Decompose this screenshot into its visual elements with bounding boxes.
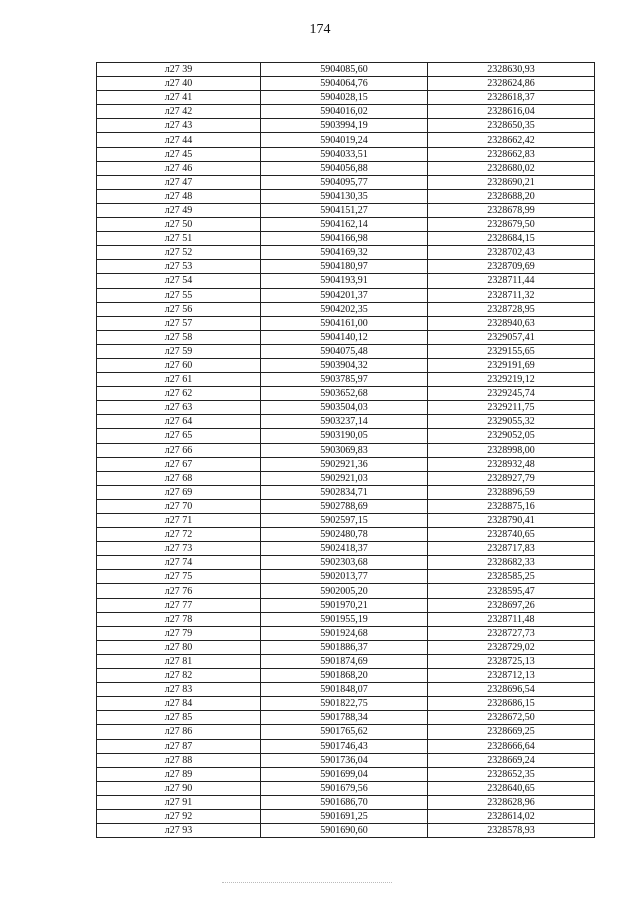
y-coordinate-cell: 2328682,33	[428, 556, 595, 570]
point-id-cell: л27 67	[97, 457, 261, 471]
point-id-cell: л27 54	[97, 274, 261, 288]
point-id-cell: л27 89	[97, 767, 261, 781]
table-row	[97, 330, 595, 344]
y-coordinate-cell: 2328940,63	[428, 316, 595, 330]
x-coordinate-cell: 5904028,15	[261, 91, 428, 105]
point-id-cell: л27 70	[97, 499, 261, 513]
table-row	[97, 218, 595, 232]
point-id-cell: л27 59	[97, 344, 261, 358]
y-coordinate-cell: 2328702,43	[428, 246, 595, 260]
table-row	[97, 795, 595, 809]
table-row	[97, 77, 595, 91]
x-coordinate-cell: 5901679,56	[261, 781, 428, 795]
point-id-cell: л27 71	[97, 514, 261, 528]
y-coordinate-cell: 2328717,83	[428, 542, 595, 556]
table-row	[97, 753, 595, 767]
point-id-cell: л27 44	[97, 133, 261, 147]
table-row	[97, 711, 595, 725]
table-row	[97, 344, 595, 358]
y-coordinate-cell: 2328998,00	[428, 443, 595, 457]
table-row	[97, 809, 595, 823]
x-coordinate-cell: 5901955,19	[261, 612, 428, 626]
x-coordinate-cell: 5901746,43	[261, 739, 428, 753]
table-row	[97, 626, 595, 640]
point-id-cell: л27 68	[97, 471, 261, 485]
x-coordinate-cell: 5902303,68	[261, 556, 428, 570]
y-coordinate-cell: 2328711,48	[428, 612, 595, 626]
x-coordinate-cell: 5904033,51	[261, 147, 428, 161]
y-coordinate-cell: 2328678,99	[428, 203, 595, 217]
y-coordinate-cell: 2328790,41	[428, 514, 595, 528]
table-row	[97, 429, 595, 443]
y-coordinate-cell: 2328669,24	[428, 753, 595, 767]
x-coordinate-cell: 5901822,75	[261, 697, 428, 711]
point-id-cell: л27 62	[97, 387, 261, 401]
point-id-cell: л27 74	[97, 556, 261, 570]
y-coordinate-cell: 2328662,83	[428, 147, 595, 161]
x-coordinate-cell: 5904202,35	[261, 302, 428, 316]
table-row	[97, 119, 595, 133]
point-id-cell: л27 82	[97, 669, 261, 683]
point-id-cell: л27 46	[97, 161, 261, 175]
point-id-cell: л27 66	[97, 443, 261, 457]
point-id-cell: л27 56	[97, 302, 261, 316]
table-row	[97, 598, 595, 612]
y-coordinate-cell: 2328696,54	[428, 683, 595, 697]
point-id-cell: л27 80	[97, 640, 261, 654]
x-coordinate-cell: 5903652,68	[261, 387, 428, 401]
point-id-cell: л27 50	[97, 218, 261, 232]
y-coordinate-cell: 2328725,13	[428, 654, 595, 668]
point-id-cell: л27 58	[97, 330, 261, 344]
y-coordinate-cell: 2328896,59	[428, 485, 595, 499]
y-coordinate-cell: 2328709,69	[428, 260, 595, 274]
x-coordinate-cell: 5903237,14	[261, 415, 428, 429]
y-coordinate-cell: 2328618,37	[428, 91, 595, 105]
table-row	[97, 514, 595, 528]
point-id-cell: л27 49	[97, 203, 261, 217]
table-row	[97, 373, 595, 387]
point-id-cell: л27 51	[97, 232, 261, 246]
y-coordinate-cell: 2328669,25	[428, 725, 595, 739]
y-coordinate-cell: 2329155,65	[428, 344, 595, 358]
x-coordinate-cell: 5904151,27	[261, 203, 428, 217]
point-id-cell: л27 75	[97, 570, 261, 584]
x-coordinate-cell: 5901874,69	[261, 654, 428, 668]
x-coordinate-cell: 5904056,88	[261, 161, 428, 175]
x-coordinate-cell: 5901868,20	[261, 669, 428, 683]
x-coordinate-cell: 5902480,78	[261, 528, 428, 542]
point-id-cell: л27 61	[97, 373, 261, 387]
x-coordinate-cell: 5902921,36	[261, 457, 428, 471]
point-id-cell: л27 47	[97, 175, 261, 189]
x-coordinate-cell: 5902921,03	[261, 471, 428, 485]
x-coordinate-cell: 5903190,05	[261, 429, 428, 443]
y-coordinate-cell: 2328578,93	[428, 824, 595, 838]
point-id-cell: л27 60	[97, 358, 261, 372]
point-id-cell: л27 93	[97, 824, 261, 838]
x-coordinate-cell: 5901686,70	[261, 795, 428, 809]
y-coordinate-cell: 2328585,25	[428, 570, 595, 584]
y-coordinate-cell: 2329055,32	[428, 415, 595, 429]
table-row	[97, 499, 595, 513]
table-row	[97, 640, 595, 654]
y-coordinate-cell: 2329245,74	[428, 387, 595, 401]
x-coordinate-cell: 5903504,03	[261, 401, 428, 415]
point-id-cell: л27 78	[97, 612, 261, 626]
table-row	[97, 288, 595, 302]
page-number: 174	[309, 22, 331, 37]
table-row	[97, 189, 595, 203]
table-row	[97, 542, 595, 556]
x-coordinate-cell: 5904193,91	[261, 274, 428, 288]
point-id-cell: л27 72	[97, 528, 261, 542]
y-coordinate-cell: 2328662,42	[428, 133, 595, 147]
y-coordinate-cell: 2328875,16	[428, 499, 595, 513]
y-coordinate-cell: 2328630,93	[428, 63, 595, 77]
table-row	[97, 274, 595, 288]
table-row	[97, 358, 595, 372]
table-row	[97, 147, 595, 161]
y-coordinate-cell: 2328628,96	[428, 795, 595, 809]
coordinates-table	[96, 62, 595, 838]
y-coordinate-cell: 2328652,35	[428, 767, 595, 781]
table-row	[97, 612, 595, 626]
x-coordinate-cell: 5904169,32	[261, 246, 428, 260]
point-id-cell: л27 87	[97, 739, 261, 753]
table-row	[97, 401, 595, 415]
point-id-cell: л27 63	[97, 401, 261, 415]
point-id-cell: л27 52	[97, 246, 261, 260]
point-id-cell: л27 41	[97, 91, 261, 105]
point-id-cell: л27 40	[97, 77, 261, 91]
y-coordinate-cell: 2328640,65	[428, 781, 595, 795]
point-id-cell: л27 91	[97, 795, 261, 809]
table-row	[97, 471, 595, 485]
y-coordinate-cell: 2328666,64	[428, 739, 595, 753]
table-row	[97, 387, 595, 401]
y-coordinate-cell: 2328729,02	[428, 640, 595, 654]
x-coordinate-cell: 5904095,77	[261, 175, 428, 189]
coordinates-table-body	[97, 63, 595, 838]
x-coordinate-cell: 5901699,04	[261, 767, 428, 781]
x-coordinate-cell: 5901970,21	[261, 598, 428, 612]
x-coordinate-cell: 5901848,07	[261, 683, 428, 697]
table-row	[97, 302, 595, 316]
table-row	[97, 584, 595, 598]
table-row	[97, 105, 595, 119]
x-coordinate-cell: 5902418,37	[261, 542, 428, 556]
point-id-cell: л27 69	[97, 485, 261, 499]
point-id-cell: л27 73	[97, 542, 261, 556]
table-row	[97, 669, 595, 683]
point-id-cell: л27 57	[97, 316, 261, 330]
point-id-cell: л27 86	[97, 725, 261, 739]
y-coordinate-cell: 2328727,73	[428, 626, 595, 640]
x-coordinate-cell: 5902005,20	[261, 584, 428, 598]
table-row	[97, 91, 595, 105]
x-coordinate-cell: 5904019,24	[261, 133, 428, 147]
table-row	[97, 63, 595, 77]
y-coordinate-cell: 2328712,13	[428, 669, 595, 683]
point-id-cell: л27 45	[97, 147, 261, 161]
point-id-cell: л27 48	[97, 189, 261, 203]
table-row	[97, 739, 595, 753]
point-id-cell: л27 53	[97, 260, 261, 274]
y-coordinate-cell: 2328680,02	[428, 161, 595, 175]
x-coordinate-cell: 5903904,32	[261, 358, 428, 372]
y-coordinate-cell: 2328740,65	[428, 528, 595, 542]
table-row	[97, 683, 595, 697]
x-coordinate-cell: 5901886,37	[261, 640, 428, 654]
table-row	[97, 767, 595, 781]
point-id-cell: л27 65	[97, 429, 261, 443]
x-coordinate-cell: 5901691,25	[261, 809, 428, 823]
x-coordinate-cell: 5901690,60	[261, 824, 428, 838]
point-id-cell: л27 83	[97, 683, 261, 697]
y-coordinate-cell: 2328711,44	[428, 274, 595, 288]
x-coordinate-cell: 5903785,97	[261, 373, 428, 387]
table-row	[97, 161, 595, 175]
y-coordinate-cell: 2328595,47	[428, 584, 595, 598]
table-row	[97, 246, 595, 260]
table-row	[97, 824, 595, 838]
point-id-cell: л27 81	[97, 654, 261, 668]
x-coordinate-cell: 5902597,15	[261, 514, 428, 528]
point-id-cell: л27 84	[97, 697, 261, 711]
table-row	[97, 203, 595, 217]
table-row	[97, 457, 595, 471]
x-coordinate-cell: 5904180,97	[261, 260, 428, 274]
point-id-cell: л27 55	[97, 288, 261, 302]
y-coordinate-cell: 2328927,79	[428, 471, 595, 485]
x-coordinate-cell: 5901788,34	[261, 711, 428, 725]
y-coordinate-cell: 2329191,69	[428, 358, 595, 372]
point-id-cell: л27 43	[97, 119, 261, 133]
table-row	[97, 654, 595, 668]
table-row	[97, 443, 595, 457]
table-row	[97, 133, 595, 147]
point-id-cell: л27 39	[97, 63, 261, 77]
table-row	[97, 725, 595, 739]
x-coordinate-cell: 5904085,60	[261, 63, 428, 77]
table-row	[97, 485, 595, 499]
point-id-cell: л27 64	[97, 415, 261, 429]
y-coordinate-cell: 2328697,26	[428, 598, 595, 612]
x-coordinate-cell: 5902013,77	[261, 570, 428, 584]
y-coordinate-cell: 2328614,02	[428, 809, 595, 823]
x-coordinate-cell: 5904075,48	[261, 344, 428, 358]
point-id-cell: л27 85	[97, 711, 261, 725]
point-id-cell: л27 88	[97, 753, 261, 767]
x-coordinate-cell: 5904064,76	[261, 77, 428, 91]
table-row	[97, 781, 595, 795]
x-coordinate-cell: 5904016,02	[261, 105, 428, 119]
point-id-cell: л27 77	[97, 598, 261, 612]
x-coordinate-cell: 5901736,04	[261, 753, 428, 767]
x-coordinate-cell: 5903994,19	[261, 119, 428, 133]
table-row	[97, 175, 595, 189]
y-coordinate-cell: 2328688,20	[428, 189, 595, 203]
x-coordinate-cell: 5904201,37	[261, 288, 428, 302]
footer-line	[222, 882, 392, 883]
y-coordinate-cell: 2328711,32	[428, 288, 595, 302]
x-coordinate-cell: 5904161,00	[261, 316, 428, 330]
y-coordinate-cell: 2328624,86	[428, 77, 595, 91]
x-coordinate-cell: 5904130,35	[261, 189, 428, 203]
point-id-cell: л27 92	[97, 809, 261, 823]
table-row	[97, 556, 595, 570]
point-id-cell: л27 76	[97, 584, 261, 598]
x-coordinate-cell: 5904162,14	[261, 218, 428, 232]
x-coordinate-cell: 5901765,62	[261, 725, 428, 739]
table-row	[97, 260, 595, 274]
table-row	[97, 232, 595, 246]
table-row	[97, 415, 595, 429]
y-coordinate-cell: 2329219,12	[428, 373, 595, 387]
table-row	[97, 570, 595, 584]
y-coordinate-cell: 2329211,75	[428, 401, 595, 415]
x-coordinate-cell: 5903069,83	[261, 443, 428, 457]
y-coordinate-cell: 2329052,05	[428, 429, 595, 443]
x-coordinate-cell: 5902834,71	[261, 485, 428, 499]
x-coordinate-cell: 5904140,12	[261, 330, 428, 344]
table-row	[97, 697, 595, 711]
x-coordinate-cell: 5902788,69	[261, 499, 428, 513]
y-coordinate-cell: 2328616,04	[428, 105, 595, 119]
y-coordinate-cell: 2328932,48	[428, 457, 595, 471]
y-coordinate-cell: 2328690,21	[428, 175, 595, 189]
x-coordinate-cell: 5904166,98	[261, 232, 428, 246]
y-coordinate-cell: 2328686,15	[428, 697, 595, 711]
point-id-cell: л27 42	[97, 105, 261, 119]
point-id-cell: л27 90	[97, 781, 261, 795]
point-id-cell: л27 79	[97, 626, 261, 640]
y-coordinate-cell: 2328672,50	[428, 711, 595, 725]
y-coordinate-cell: 2328650,35	[428, 119, 595, 133]
table-row	[97, 316, 595, 330]
table-row	[97, 528, 595, 542]
x-coordinate-cell: 5901924,68	[261, 626, 428, 640]
y-coordinate-cell: 2328684,15	[428, 232, 595, 246]
y-coordinate-cell: 2328679,50	[428, 218, 595, 232]
y-coordinate-cell: 2328728,95	[428, 302, 595, 316]
y-coordinate-cell: 2329057,41	[428, 330, 595, 344]
